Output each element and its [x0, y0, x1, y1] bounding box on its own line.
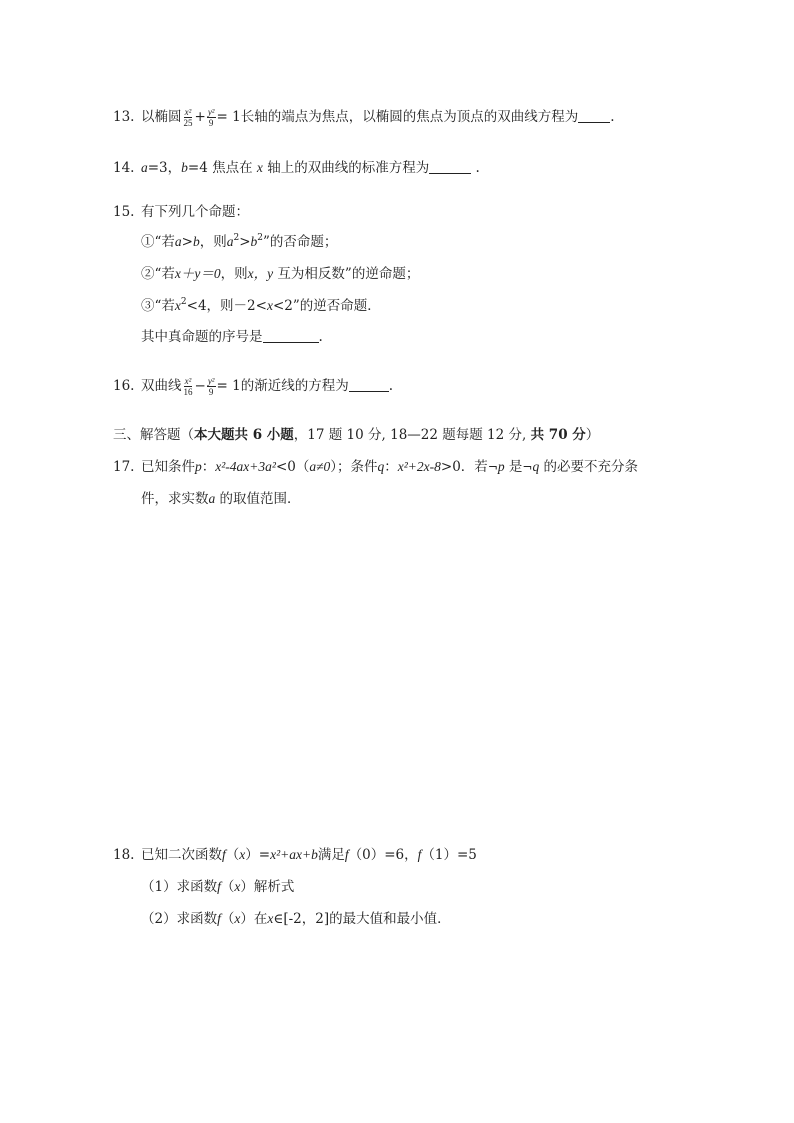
question-14: 14. a=3，b=4 焦点在 x 轴上的双曲线的标准方程为 .: [113, 160, 480, 176]
fraction: $\frac{\text{y²}}{9}$: [207, 107, 215, 128]
proposition-1: ①“若a>b，则$a^2>b^2$”的否命题；: [141, 233, 338, 250]
question-16: 16. 双曲线 $\frac{\text{x²}}{16}$ − $\frac{\text{y²}}{9}$ = 1的渐近线的方程为 .: [113, 376, 394, 397]
fraction: $\frac{\text{x²}}{25}$: [183, 107, 193, 128]
question-number: 16.: [113, 378, 135, 394]
question-number: 13.: [113, 109, 135, 125]
question-15-conclusion: 其中真命题的序号是 .: [141, 329, 323, 345]
answer-blank[interactable]: [578, 108, 610, 123]
answer-blank[interactable]: [263, 328, 319, 343]
proposition-3: ③“若$x^2<4$，则－2<x<2”的逆否命题．: [141, 297, 381, 314]
answer-blank[interactable]: [349, 377, 389, 392]
question-number: 14.: [113, 160, 135, 176]
answer-blank[interactable]: [429, 159, 471, 174]
question-number: 15.: [113, 204, 135, 220]
question-18-part-2: （2）求函数f（x）在x∈[-2，2]的最大值和最小值．: [141, 911, 451, 927]
question-number: 17.: [113, 459, 135, 475]
question-13: 13. 以椭圆 $\frac{\text{x²}}{25}$ + $\frac{\text{y²}}{9}$ = 1长轴的端点为焦点，以椭圆的焦点为顶点的双曲线方程为 .: [113, 107, 615, 128]
question-18-part-1: （1）求函数f（x）解析式: [141, 879, 295, 895]
question-number: 18.: [113, 847, 135, 863]
question-15: 15. 有下列几个命题：: [113, 204, 249, 220]
fraction: $\frac{\text{x²}}{16}$: [183, 376, 193, 397]
fraction: $\frac{\text{y²}}{9}$: [207, 376, 215, 397]
question-17: 17. 已知条件p：x²-4ax+3a²<0（a≠0）；条件q：x²+2x-8>0．若¬p 是¬q 的必要不充分条: [113, 459, 639, 475]
section-heading: 三、解答题（本大题共 6 小题，17 题 10 分, 18—22 题每题 12 分, 共 70 分）: [113, 427, 600, 443]
question-17-line-2: 件，求实数a 的取值范围．: [141, 491, 301, 507]
question-18: 18. 已知二次函数f（x）=x²+ax+b满足f（0）=6，f（1）=5: [113, 847, 477, 863]
proposition-2: ②“若x＋y＝0，则x，y 互为相反数”的逆命题；: [141, 266, 420, 282]
